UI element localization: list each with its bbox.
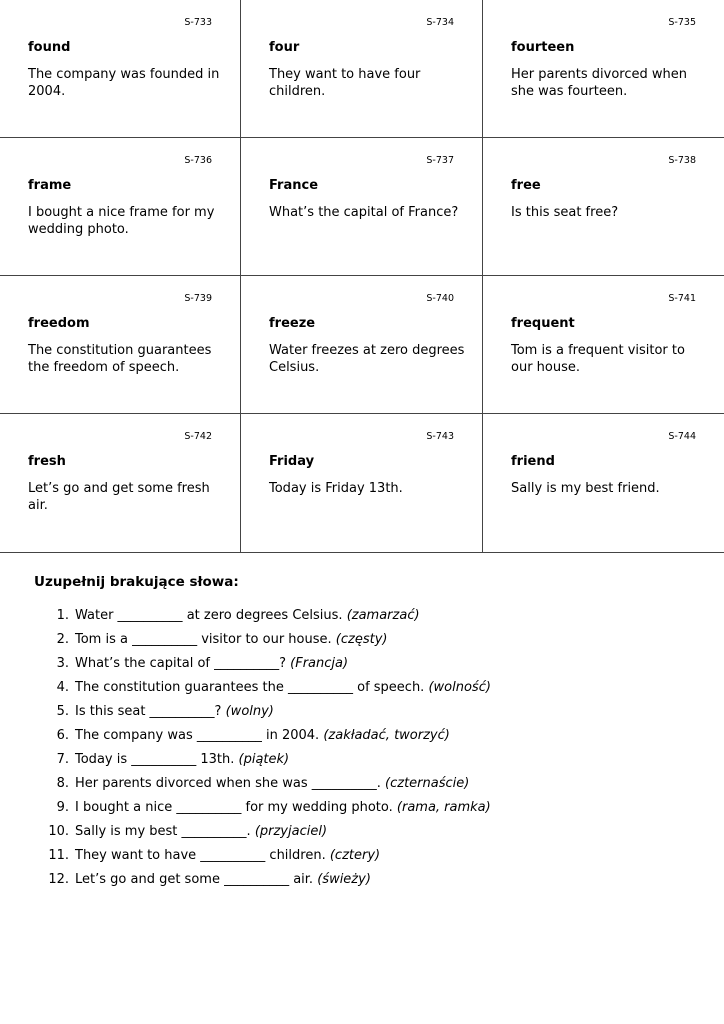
flashcard — [241, 0, 483, 138]
exercise-item — [34, 604, 704, 628]
card-sentence: They want to have four children. — [269, 67, 421, 99]
item-text: Sally is my best __________. — [75, 824, 251, 839]
card-code: S-735 — [668, 17, 696, 28]
card-word: free — [511, 178, 541, 193]
item-number: 7. — [56, 752, 69, 767]
card-code: S-740 — [426, 293, 454, 304]
fill-in-exercise — [34, 574, 704, 892]
card-sentence: I bought a nice frame for my wedding photo. — [28, 205, 215, 237]
exercise-item — [34, 772, 704, 796]
card-word: friend — [511, 454, 555, 469]
item-hint: (cztery) — [329, 848, 381, 863]
exercise-item — [34, 868, 704, 892]
card-word: freedom — [28, 316, 90, 331]
card-sentence: Sally is my best friend. — [511, 481, 660, 496]
flashcard — [483, 138, 724, 276]
flashcard — [483, 276, 724, 414]
card-word: freeze — [269, 316, 316, 331]
card-word: France — [269, 178, 319, 193]
exercise-title: Uzupełnij brakujące słowa: — [34, 574, 239, 590]
card-word: found — [28, 40, 71, 55]
flashcard — [483, 0, 724, 138]
item-hint: (świeży) — [317, 872, 371, 887]
item-number: 11. — [48, 848, 69, 863]
card-code: S-741 — [668, 293, 696, 304]
exercise-item — [34, 724, 704, 748]
item-text: The constitution guarantees the __________ of speech. — [75, 680, 425, 695]
item-hint: (wolność) — [428, 680, 491, 695]
card-sentence: Is this seat free? — [511, 205, 619, 220]
card-sentence: What’s the capital of France? — [269, 205, 459, 220]
item-number: 6. — [56, 728, 69, 743]
exercise-item — [34, 748, 704, 772]
item-number: 1. — [56, 608, 69, 623]
item-text: Let’s go and get some __________ air. — [75, 872, 314, 887]
item-number: 9. — [56, 800, 69, 815]
item-text: The company was __________ in 2004. — [75, 728, 320, 743]
flashcard — [241, 276, 483, 414]
card-code: S-744 — [668, 431, 696, 442]
card-word: Friday — [269, 454, 315, 469]
card-code: S-733 — [184, 17, 212, 28]
item-text: Today is __________ 13th. — [75, 752, 235, 767]
item-hint: (częsty) — [335, 632, 388, 647]
flashcard — [0, 414, 241, 552]
exercise-item — [34, 628, 704, 652]
flashcard — [0, 138, 241, 276]
flashcard — [483, 414, 724, 552]
item-hint: (przyjaciel) — [254, 824, 328, 839]
item-text: Water __________ at zero degrees Celsius. — [75, 608, 343, 623]
exercise-item — [34, 820, 704, 844]
item-hint: (piątek) — [238, 752, 290, 767]
card-sentence: Today is Friday 13th. — [269, 481, 403, 496]
item-hint: (wolny) — [225, 704, 274, 719]
item-number: 4. — [56, 680, 69, 695]
item-hint: (Francja) — [290, 656, 349, 671]
item-text: Tom is a __________ visitor to our house. — [75, 632, 332, 647]
item-hint: (rama, ramka) — [396, 800, 491, 815]
item-hint: (czternaście) — [385, 776, 470, 791]
card-word: fresh — [28, 454, 66, 469]
card-sentence: Tom is a frequent visitor to our house. — [511, 343, 685, 375]
item-hint: (zamarzać) — [346, 608, 420, 623]
flashcard — [241, 414, 483, 552]
flashcard — [241, 138, 483, 276]
card-code: S-742 — [184, 431, 212, 442]
card-sentence: Let’s go and get some fresh air. — [28, 481, 210, 513]
item-hint: (zakładać, tworzyć) — [323, 728, 450, 743]
card-word: frequent — [511, 316, 575, 331]
flashcard — [0, 276, 241, 414]
item-number: 12. — [48, 872, 69, 887]
card-sentence: The company was founded in 2004. — [28, 67, 220, 99]
card-code: S-734 — [426, 17, 454, 28]
exercise-item — [34, 700, 704, 724]
item-text: I bought a nice __________ for my wedding photo. — [75, 800, 393, 815]
card-word: frame — [28, 178, 72, 193]
card-code: S-739 — [184, 293, 212, 304]
card-code: S-743 — [426, 431, 454, 442]
exercise-list — [34, 604, 704, 892]
item-text: What’s the capital of __________? — [75, 656, 287, 671]
card-sentence: Water freezes at zero degrees Celsius. — [269, 343, 465, 375]
item-number: 3. — [56, 656, 69, 671]
card-word: four — [269, 40, 300, 55]
card-code: S-738 — [668, 155, 696, 166]
exercise-item — [34, 652, 704, 676]
item-number: 2. — [56, 632, 69, 647]
card-code: S-736 — [184, 155, 212, 166]
card-sentence: The constitution guarantees the freedom of speech. — [28, 343, 212, 375]
item-number: 8. — [56, 776, 69, 791]
card-sentence: Her parents divorced when she was fourteen. — [511, 67, 687, 99]
item-text: Is this seat __________? — [75, 704, 222, 719]
exercise-item — [34, 844, 704, 868]
item-number: 5. — [56, 704, 69, 719]
exercise-item — [34, 796, 704, 820]
exercise-item — [34, 676, 704, 700]
item-text: Her parents divorced when she was __________. — [75, 776, 381, 791]
item-number: 10. — [48, 824, 69, 839]
card-code: S-737 — [426, 155, 454, 166]
card-word: fourteen — [511, 40, 575, 55]
flashcard — [0, 0, 241, 138]
item-text: They want to have __________ children. — [75, 848, 326, 863]
